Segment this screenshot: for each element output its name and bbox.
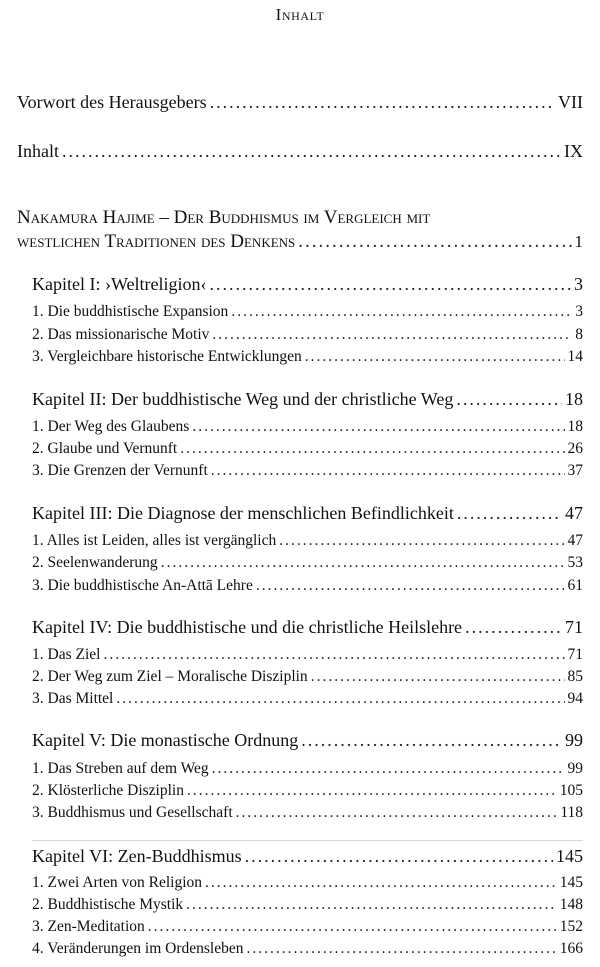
toc-section <box>32 804 583 822</box>
toc-section <box>32 326 583 344</box>
part-title-line1: Nakamura Hajime – Der Buddhismus im Vergleich mit <box>17 207 431 228</box>
leader-dots <box>62 141 561 162</box>
chapter-page: 71 <box>565 617 583 637</box>
leader-dots <box>245 846 553 867</box>
section-page: 61 <box>567 577 583 594</box>
section-page: 99 <box>567 760 583 777</box>
toc-section <box>32 940 583 958</box>
section-title: 1. Der Weg des Glaubens <box>32 418 190 435</box>
entry-page: 1 <box>574 232 583 251</box>
toc-chapter <box>32 730 583 751</box>
leader-dots <box>236 804 558 822</box>
chapter-title: Kapitel I: ›Weltreligion‹ <box>32 274 207 294</box>
section-title: 3. Die Grenzen der Vernunft <box>32 462 208 479</box>
leader-dots <box>211 462 565 480</box>
section-title: 2. Seelenwanderung <box>32 554 158 571</box>
leader-dots <box>301 730 562 751</box>
section-title: 4. Veränderungen im Ordensleben <box>32 940 244 957</box>
section-page: 14 <box>567 348 583 365</box>
chapter-page: 47 <box>565 503 583 523</box>
toc-section <box>32 418 583 436</box>
toc-section <box>32 874 583 892</box>
toc-chapter <box>32 389 583 410</box>
toc-section <box>32 782 583 800</box>
leader-dots <box>457 503 562 524</box>
toc-section <box>32 760 583 778</box>
leader-dots <box>148 918 557 936</box>
chapter-page: 99 <box>565 730 583 750</box>
entry-title: Vorwort des Herausgebers <box>17 92 207 112</box>
section-page: 148 <box>559 896 583 913</box>
chapter-title: Kapitel VI: Zen-Buddhismus <box>32 846 242 866</box>
toc-section <box>32 896 583 914</box>
section-page: 145 <box>559 874 583 891</box>
toc-section <box>32 646 583 664</box>
entry-page: IX <box>564 141 583 161</box>
toc-entry-part <box>17 231 583 253</box>
section-title: 2. Buddhistische Mystik <box>32 896 184 913</box>
section-title: 2. Glaube und Vernunft <box>32 440 178 457</box>
toc-chapter <box>32 503 583 524</box>
toc-section <box>32 303 583 321</box>
chapter-page: 18 <box>565 389 583 409</box>
toc-section <box>32 577 583 595</box>
section-title: 1. Das Ziel <box>32 646 101 663</box>
section-title: 1. Alles ist Leiden, alles ist vergänglich <box>32 532 277 549</box>
leader-dots <box>465 617 562 638</box>
leader-dots <box>205 874 557 892</box>
leader-dots <box>186 896 557 914</box>
toc-entry-vorwort <box>17 92 583 113</box>
chapter-title: Kapitel II: Der buddhistische Weg und der christliche Weg <box>32 389 454 409</box>
leader-dots <box>305 348 565 366</box>
section-page: 94 <box>567 690 583 707</box>
toc-section <box>32 918 583 936</box>
section-title: 3. Buddhismus und Gesellschaft <box>32 804 233 821</box>
section-title: 1. Das Streben auf dem Weg <box>32 760 209 777</box>
section-page: 152 <box>559 918 583 935</box>
leader-dots <box>212 326 572 344</box>
section-page: 3 <box>575 303 583 320</box>
section-page: 8 <box>575 326 583 343</box>
section-page: 53 <box>567 554 583 571</box>
section-title: 2. Das missionarische Motiv <box>32 326 210 343</box>
section-page: 71 <box>567 646 583 663</box>
section-page: 47 <box>567 532 583 549</box>
part-title-line2: westlichen Traditionen des Denkens <box>17 231 296 252</box>
section-title: 1. Die buddhistische Expansion <box>32 303 229 320</box>
leader-dots <box>246 940 556 958</box>
toc-section <box>32 348 583 366</box>
section-title: 3. Zen-Meditation <box>32 918 145 935</box>
section-page: 18 <box>567 418 583 435</box>
toc-heading: Inhalt <box>275 5 325 24</box>
toc-section <box>32 462 583 480</box>
section-title: 2. Klösterliche Disziplin <box>32 782 184 799</box>
chapter-title: Kapitel IV: Die buddhistische und die christliche Heilslehre <box>32 617 463 637</box>
section-title: 3. Vergleichbare historische Entwicklungen <box>32 348 302 365</box>
entry-title: Inhalt <box>17 141 59 161</box>
toc-section <box>32 532 583 550</box>
section-title: 3. Die buddhistische An-Attā Lehre <box>32 577 253 594</box>
toc-chapter <box>32 617 583 638</box>
section-title: 3. Das Mittel <box>32 690 114 707</box>
toc-entry-inhalt <box>17 141 583 162</box>
section-page: 85 <box>567 668 583 685</box>
leader-dots <box>187 782 557 800</box>
chapter-page: 145 <box>556 846 583 866</box>
leader-dots <box>161 554 565 572</box>
section-title: 2. Der Weg zum Ziel – Moralische Disziplin <box>32 668 308 685</box>
chapter-title: Kapitel III: Die Diagnose der menschlichen Befindlichkeit <box>32 503 454 523</box>
section-page: 26 <box>567 440 583 457</box>
toc-section <box>32 690 583 708</box>
leader-dots <box>116 690 564 708</box>
toc-chapter <box>32 846 583 867</box>
section-page: 118 <box>560 804 583 821</box>
leader-dots <box>210 274 572 295</box>
section-page: 105 <box>559 782 583 799</box>
leader-dots <box>103 646 564 664</box>
leader-dots <box>212 760 565 778</box>
leader-dots <box>298 231 571 253</box>
leader-dots <box>256 577 565 595</box>
leader-dots <box>210 92 555 113</box>
divider <box>32 840 583 841</box>
leader-dots <box>311 668 565 686</box>
toc-section <box>32 440 583 458</box>
section-page: 166 <box>559 940 583 957</box>
leader-dots <box>180 440 564 458</box>
toc-section <box>32 668 583 686</box>
section-title: 1. Zwei Arten von Religion <box>32 874 203 891</box>
leader-dots <box>456 389 562 410</box>
entry-page: VII <box>558 92 583 112</box>
section-page: 37 <box>567 462 583 479</box>
toc-section <box>32 554 583 572</box>
leader-dots <box>279 532 564 550</box>
toc-chapter <box>32 274 583 295</box>
leader-dots <box>192 418 564 436</box>
chapter-title: Kapitel V: Die monastische Ordnung <box>32 730 299 750</box>
chapter-page: 3 <box>574 274 583 294</box>
leader-dots <box>231 303 572 321</box>
